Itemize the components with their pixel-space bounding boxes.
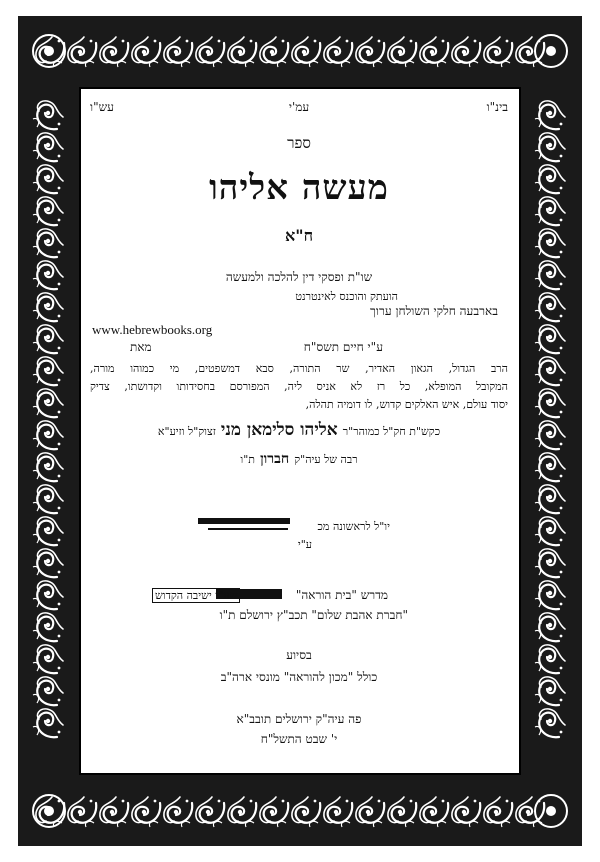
- subtitle-continued: בארבעה חלקי השולחן ערוך: [370, 304, 498, 318]
- author-name: אליהו סלימאן מני: [220, 420, 338, 440]
- redacted-line-text: יו"ל לראשונה מכ: [317, 520, 390, 533]
- date-line: י' שבט התשל"ח: [260, 732, 338, 746]
- redaction-bar-bottom: [208, 528, 288, 530]
- stamp-url: www.hebrewbooks.org: [92, 322, 213, 337]
- redacted-sub: ע"י: [297, 538, 312, 551]
- stamp-hebrew: הועתק והוכנס לאינטרנט: [295, 290, 398, 303]
- header-left-abbrev: עש"ו: [90, 100, 114, 114]
- book-title: מעשה אליהו: [209, 168, 389, 208]
- rabbi-line: [90, 448, 508, 468]
- author-name-suffix: זצוק"ל וזיע"א: [157, 425, 216, 438]
- header-right-abbrev: בינ"ו: [486, 100, 508, 114]
- title-page-content: [90, 100, 508, 750]
- from-label: מאת: [130, 340, 152, 354]
- author-praise-line-1: הרב הגדול, הגאון האדיר, שר התורה, סבא דמשפטים, מי כמוהו מורה,: [90, 362, 508, 375]
- header-center-abbrev: עמ'י: [288, 100, 310, 114]
- rabbi-line-prefix: רבה של עיה"ק: [294, 453, 358, 466]
- midrash-continued: שע"י ישיבה הקדוש: [152, 588, 240, 603]
- volume-number: ח"א: [284, 226, 314, 245]
- place-line: פה עיה"ק ירושלים תובב"א: [236, 712, 362, 726]
- midrash-line: מדרש "בית הוראה": [295, 588, 388, 602]
- besiyua-label: בסיוע: [286, 648, 312, 662]
- sefer-label: ספר: [287, 134, 311, 152]
- chevra-line: "חברת אהבת שלום" תכב"ץ ירושלם ת"ו: [219, 608, 408, 622]
- redaction-bar-top: [198, 518, 290, 524]
- author-name-prefix: כקש"ת חק"ל כמוהר"ר: [342, 425, 441, 438]
- author-praise-line-3: יסוד עולם, איש האלקים קדוש, לו דומיה תהלה,: [305, 398, 508, 411]
- author-praise-line-2: המקובל המופלא, כל רז לא אניס ליה, המפורסם בחסידותו וקדושתו, צדיק: [90, 380, 508, 393]
- kollel-line: כולל "מכון להוראה" מונסי ארה"ב: [220, 670, 378, 684]
- rabbi-line-suffix: ת"ו: [240, 453, 255, 466]
- year-line: ע"י חיים תשס"ח: [303, 340, 383, 354]
- subtitle: שו"ת ופסקי דין להלכה ולמעשה: [225, 270, 373, 284]
- rabbi-line-city: חברון: [260, 451, 290, 467]
- author-name-line: [90, 420, 508, 440]
